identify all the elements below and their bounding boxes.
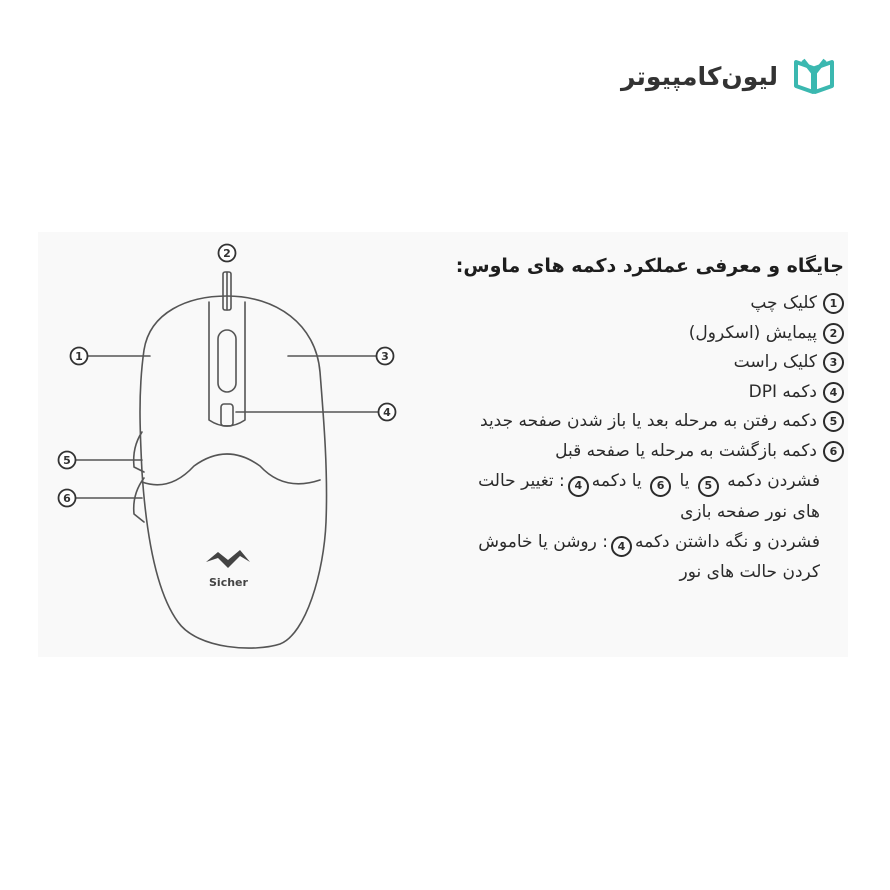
legend-item [364,378,844,408]
brand-name: لیون‌کامپیوتر [620,61,778,91]
press-note-num-6: 6 [650,476,671,497]
legend-item [364,289,844,319]
press-note [364,466,844,497]
legend-number: 1 [823,293,844,314]
callout-2-label: 2 [223,247,231,260]
callout-3-label: 3 [381,350,389,363]
book-logo-icon [790,56,838,96]
legend-text [364,255,844,587]
legend-number: 3 [823,352,844,373]
legend-item [364,407,844,437]
hold-note-suffix: : روشن یا خاموش [478,531,608,552]
press-note-num-5: 5 [698,476,719,497]
callout-4-label: 4 [383,406,391,419]
press-note-prefix: فشردن دکمه [727,471,820,491]
brand-header [621,52,838,100]
diagram-title: جایگاه و معرفی عملکرد دکمه های ماوس: [455,255,844,277]
legend-number: 2 [823,323,844,344]
hold-note [364,527,844,558]
palm-line [142,454,320,485]
legend-number: 5 [823,411,844,432]
legend-number: 4 [823,382,844,403]
press-note-or: یا [679,471,690,491]
callout-6-label: 6 [63,492,71,505]
hold-note-prefix: فشردن و نگه داشتن دکمه [635,531,820,552]
legend-number: 6 [823,441,844,462]
legend-label: کلیک چپ [750,293,817,313]
legend-label: دکمه رفتن به مرحله بعد یا باز شدن صفحه جدید [480,411,817,431]
callout-1-label: 1 [75,350,83,363]
button-groove [209,302,245,426]
press-note-or-button: یا دکمه [591,471,642,491]
press-note-num-4: 4 [568,476,589,497]
callout-5-label: 5 [63,454,71,467]
sicher-logo-icon [206,550,250,568]
scroll-wheel [218,330,236,392]
legend-label: پیمایش (اسکرول) [688,322,817,343]
legend-item [364,319,844,349]
hold-note-line2: کردن حالت های نور [679,562,820,582]
legend-label: کلیک راست [733,352,817,372]
mouse-logo-text: Sicher [209,576,248,589]
press-note-suffix: : تغییر حالت [478,471,565,491]
legend-item [364,437,844,467]
legend-item [364,348,844,378]
mouse-body [140,296,327,648]
press-note-line2: های نور صفحه بازی [680,501,820,522]
dpi-button [221,404,233,426]
legend-label: دکمه DPI [748,381,817,402]
legend-label: دکمه بازگشت به مرحله یا صفحه قبل [555,440,817,461]
hold-note-num-4: 4 [611,536,632,557]
